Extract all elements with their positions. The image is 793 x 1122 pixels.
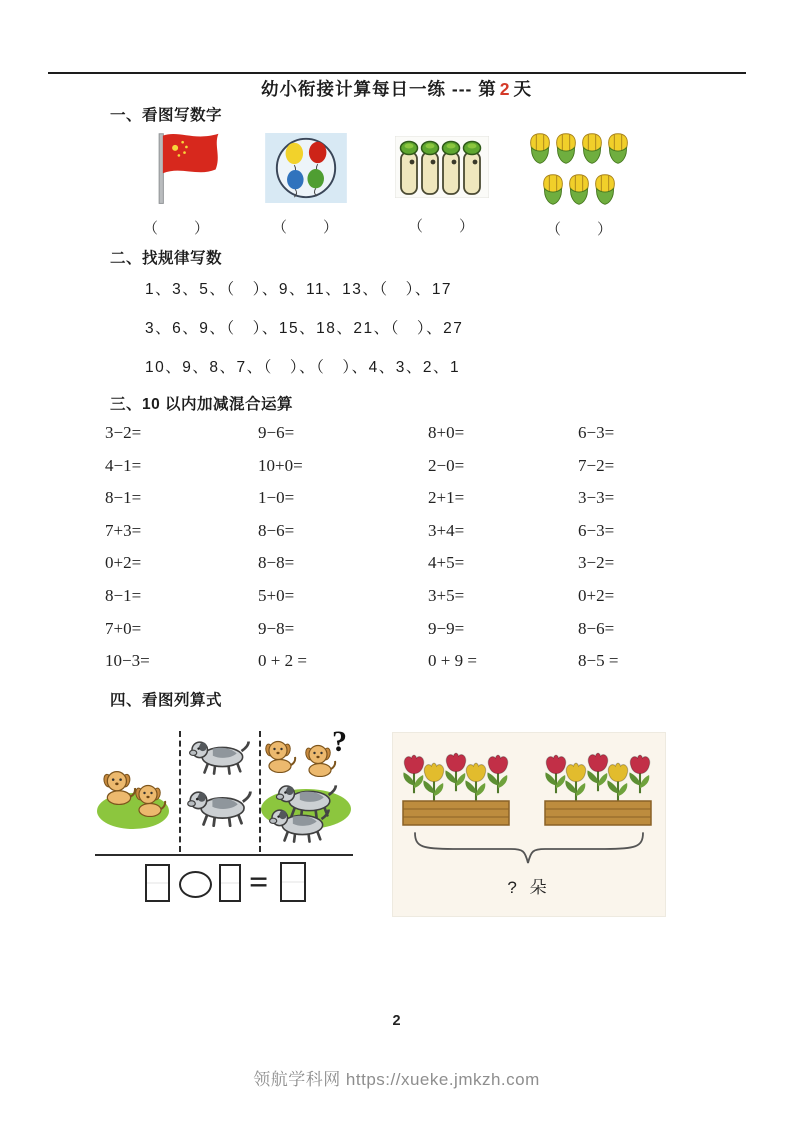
problem: 4+5= [428,553,465,573]
problem: 8−1= [105,585,142,605]
problem: 0+2= [578,585,615,605]
bottles-image [395,136,489,198]
flowers-equation-figure [393,733,665,916]
problem: 9−9= [428,618,465,638]
problem: 7+0= [105,618,142,638]
problem: 7+3= [105,520,142,540]
problem: 0 + 2 = [258,651,307,671]
problem: 10+0= [258,455,303,475]
title-suffix: 天 [513,79,532,99]
bottles-answer-blank: （ ） [407,218,476,235]
dogs-panel-1 [95,731,181,852]
problem: 2+1= [428,488,465,508]
problem: 1−0= [258,488,295,508]
problem: 2−0= [428,455,465,475]
number-sequence-1: 1、3、5、（ ）、9、11、13、（ ）、17 [145,281,453,298]
problem: 8+0= [428,423,465,442]
section2-heading: 二、找规律写数 [110,250,223,267]
bottles-picture-group [393,136,491,236]
corn-picture-group [524,131,636,239]
dogs-equation-figure [95,725,353,929]
problem: 3−2= [105,423,142,442]
section3-heading: 三、10 以内加减混合运算 [110,396,294,413]
problem: 8−8= [258,553,295,573]
answer-box-2 [219,864,241,902]
problem: 3+4= [428,520,465,540]
title-prefix: 幼小衔接计算每日一练 --- 第 [261,79,497,99]
balloons-image [265,133,347,203]
underbrace [411,831,647,869]
question-mark: ? [332,725,347,758]
problem: 10−3= [105,651,150,671]
puppy-image [133,783,167,817]
number-sequence-3: 10、9、8、7、（ ）、（ ）、4、3、2、1 [145,359,461,376]
problem: 5+0= [258,585,295,605]
puppy-image [303,743,337,777]
flag-picture-group [124,130,230,238]
problem: 6−3= [578,520,615,540]
flower-question-label: ? 朵 [507,878,551,897]
dogs-panel-3 [261,725,353,852]
corn-image [526,131,634,211]
problem: 6−3= [578,423,615,442]
balloons-answer-blank: （ ） [271,219,340,236]
title-day-number: 2 [499,79,511,99]
flag-answer-blank: （ ） [142,220,211,237]
problem: 7−2= [578,455,615,475]
corn-answer-blank: （ ） [545,221,614,238]
problem: 3−2= [578,553,615,573]
puppy-image [101,769,137,805]
problem: 9−8= [258,618,295,638]
puppy-image [263,739,297,773]
chinese-flag-image [127,130,227,210]
footer-watermark: 领航学科网 https://xueke.jmkzh.com [253,1070,540,1089]
section1-heading: 一、看图写数字 [110,107,223,124]
header-rule [48,72,746,74]
problem: 0 + 9 = [428,651,477,671]
section4-heading: 四、看图列算式 [110,692,223,709]
problem: 4−1= [105,455,142,475]
number-sequence-2: 3、6、9、（ ）、15、18、21、（ ）、27 [145,320,464,337]
page-title [0,76,793,101]
problem: 0+2= [105,553,142,573]
problem: 8−1= [105,488,142,508]
page-number: 2 [392,1013,401,1029]
gray-dog-image [269,807,331,843]
flower-box-image [543,745,655,831]
gray-dog-image [189,739,251,775]
operator-oval [179,871,212,898]
gray-dog-image [187,789,253,827]
balloons-picture-group [264,133,348,237]
problem: 8−6= [258,520,295,540]
figure-baseline [95,854,353,856]
answer-box-1 [145,864,170,902]
problem: 3+5= [428,585,465,605]
dogs-panel-2 [181,731,261,852]
answer-box-3 [280,862,306,902]
problem: 9−6= [258,423,295,442]
problem: 8−6= [578,618,615,638]
arithmetic-problems-grid [105,423,678,684]
problem: 3−3= [578,488,615,508]
problem: 8−5 = [578,651,619,671]
dogs-panels [95,725,353,852]
flower-box-image [401,745,513,831]
equals-sign: = [249,864,269,901]
